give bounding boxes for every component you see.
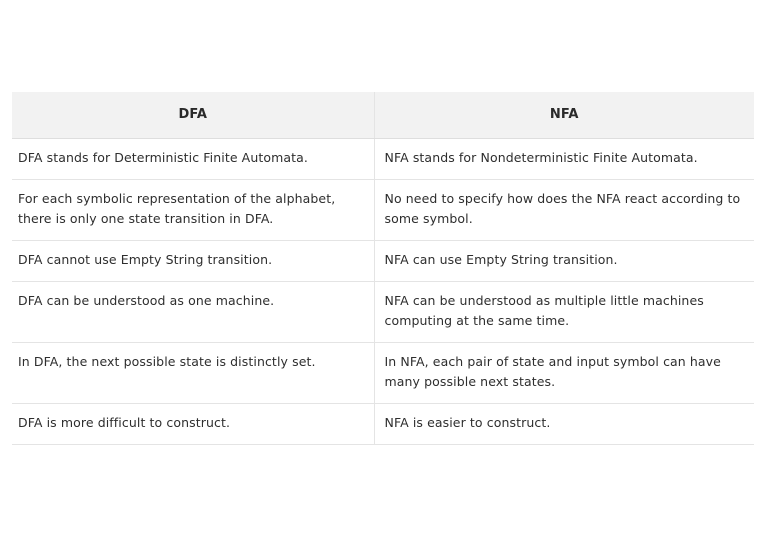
dfa-cell: For each symbolic representation of the alphabet, there is only one state transition in DFA. [12, 180, 374, 241]
table-row [12, 241, 754, 282]
header-row [12, 92, 754, 139]
header-dfa: DFA [12, 92, 374, 139]
table-row [12, 343, 754, 404]
nfa-cell: NFA can be understood as multiple little machines computing at the same time. [374, 282, 754, 343]
nfa-cell: NFA can use Empty String transition. [374, 241, 754, 282]
nfa-cell: In NFA, each pair of state and input symbol can have many possible next states. [374, 343, 754, 404]
header-nfa: NFA [374, 92, 754, 139]
table-row [12, 282, 754, 343]
dfa-cell: DFA stands for Deterministic Finite Automata. [12, 139, 374, 180]
nfa-cell: No need to specify how does the NFA react according to some symbol. [374, 180, 754, 241]
dfa-nfa-comparison-table [12, 92, 754, 445]
table-row [12, 404, 754, 445]
dfa-cell: In DFA, the next possible state is distinctly set. [12, 343, 374, 404]
table-header [12, 92, 754, 139]
table-body [12, 139, 754, 445]
dfa-cell: DFA cannot use Empty String transition. [12, 241, 374, 282]
nfa-cell: NFA is easier to construct. [374, 404, 754, 445]
table-row [12, 180, 754, 241]
nfa-cell: NFA stands for Nondeterministic Finite Automata. [374, 139, 754, 180]
table-row [12, 139, 754, 180]
dfa-cell: DFA can be understood as one machine. [12, 282, 374, 343]
dfa-cell: DFA is more difficult to construct. [12, 404, 374, 445]
